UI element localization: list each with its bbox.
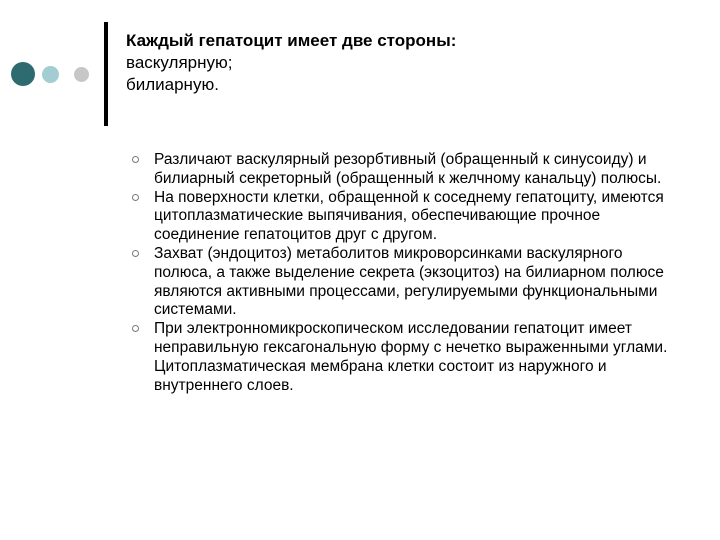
bullet-item [132, 245, 672, 320]
bullet-text: Захват (эндоцитоз) метаболитов микроворсинками васкулярного полюса, а также выделение секрета (экзоцитоз) на билиарном полюсе являются активными процессами, регулируемыми функциональными системами. [154, 244, 664, 319]
vertical-divider [104, 22, 108, 126]
title-line-vascular: васкулярную; [126, 53, 233, 72]
slide-title [126, 30, 686, 96]
hollow-circle-bullet-icon [132, 250, 139, 257]
bullet-item [132, 189, 672, 245]
title-heading: Каждый гепатоцит имеет две стороны: [126, 31, 457, 50]
title-line-biliary: билиарную. [126, 75, 219, 94]
dark-teal-dot-icon [11, 62, 35, 86]
bullet-list [132, 151, 672, 395]
gray-dot-icon [74, 67, 89, 82]
bullet-text: Различают васкулярный резорбтивный (обращенный к синусоиду) и билиарный секреторный (обращенный к желчному канальцу) полюсы. [154, 151, 662, 187]
light-teal-dot-icon [42, 66, 59, 83]
bullet-text: При электронномикроскопическом исследовании гепатоцит имеет неправильную гексагональную форму с нечетко выраженными углами. Цитоплазматическая мембрана клетки состоит из наружного и внутреннего слоев. [154, 320, 668, 394]
bullet-item [132, 151, 672, 189]
bullet-item [132, 320, 672, 395]
hollow-circle-bullet-icon [132, 194, 139, 201]
bullet-text: На поверхности клетки, обращенной к соседнему гепатоциту, имеются цитоплазматические выпячивания, обеспечивающие прочное соединение гепатоцитов друг с другом. [154, 188, 664, 244]
hollow-circle-bullet-icon [132, 325, 139, 332]
hollow-circle-bullet-icon [132, 156, 139, 163]
